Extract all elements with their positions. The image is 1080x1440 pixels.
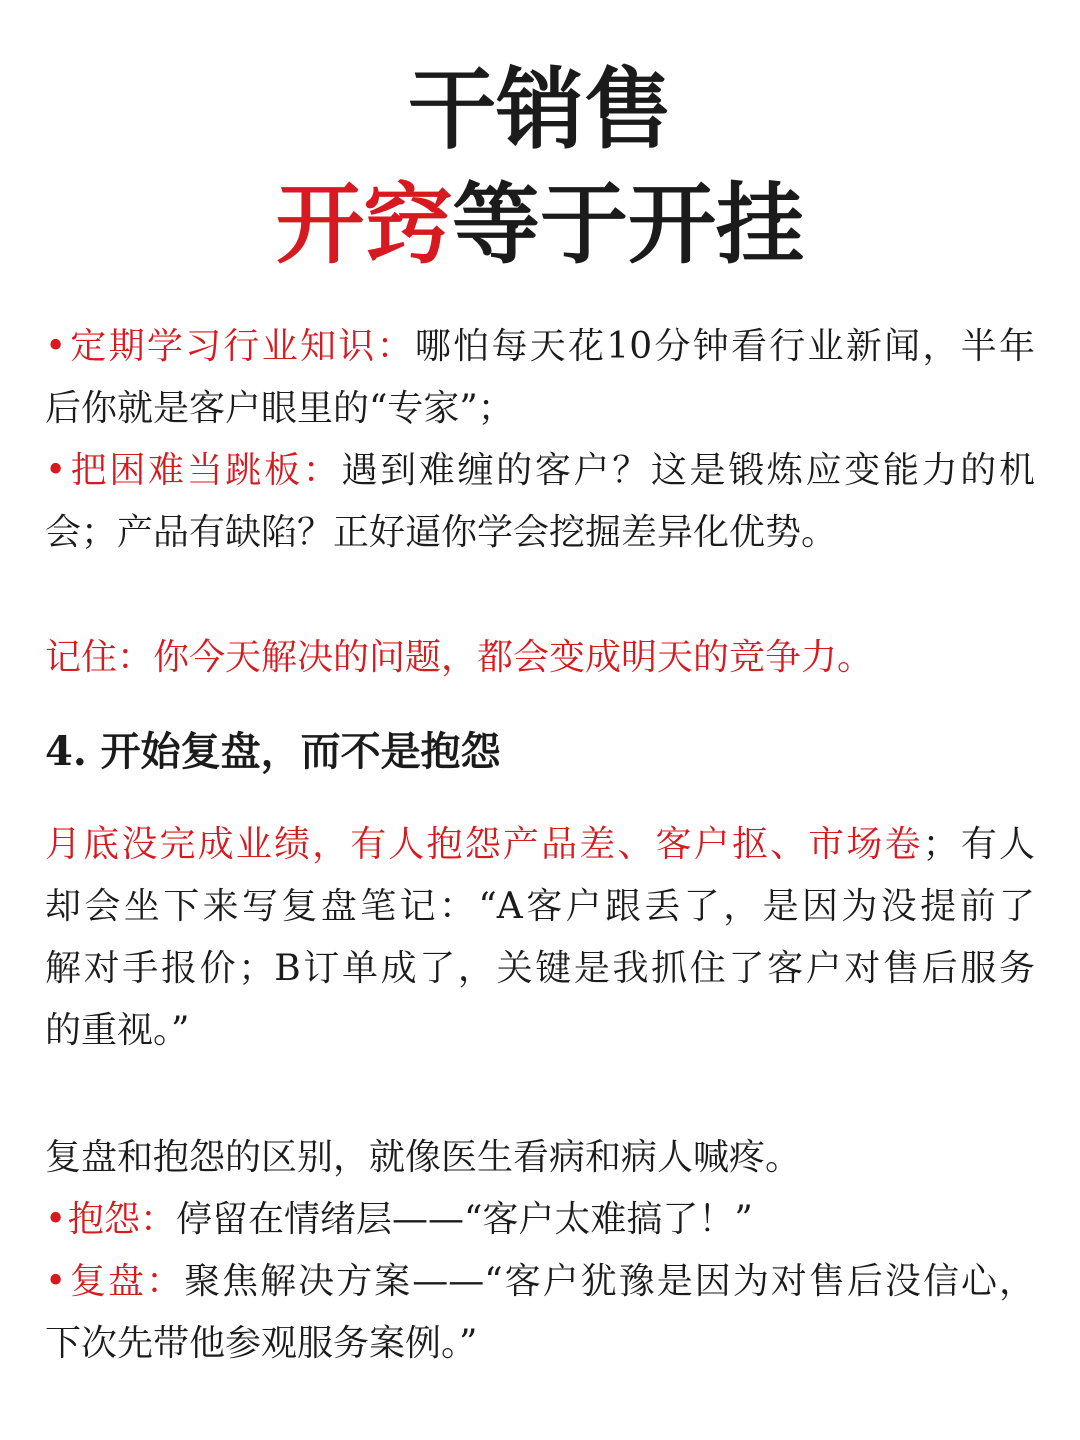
intro-line-4: 的重视。” xyxy=(45,1010,190,1051)
intro-highlight: 月底没完成业绩，有人抱怨产品差、客户抠、市场卷 xyxy=(45,824,923,865)
section-heading-text: 4. 开始复盘，而不是抱怨 xyxy=(45,728,501,775)
tip-text-continued: 后你就是客户眼里的“专家”； xyxy=(45,388,514,429)
point-text: 停留在情绪层——“客户太难搞了！” xyxy=(176,1199,753,1240)
comparison-section xyxy=(45,1127,1035,1375)
section-intro-paragraph xyxy=(45,814,1035,1062)
tip-item-2 xyxy=(45,440,1035,502)
bullet-marker: • xyxy=(45,1199,67,1240)
tip-text: 哪怕每天花10分钟看行业新闻，半年 xyxy=(414,326,1035,367)
point-label: 复盘： xyxy=(68,1261,185,1302)
bullet-marker: • xyxy=(45,1261,67,1302)
section-heading xyxy=(45,721,1035,783)
comparison-text: 复盘和抱怨的区别，就像医生看病和病人喊疼。 xyxy=(45,1137,802,1178)
tip-label: 把困难当跳板： xyxy=(68,450,342,491)
title-line-2 xyxy=(0,167,1080,282)
tip-text-continued: 会；产品有缺陷？正好逼你学会挖掘差异化优势。 xyxy=(45,512,838,553)
reminder-text: 记住：你今天解决的问题，都会变成明天的竞争力。 xyxy=(45,637,874,678)
reminder xyxy=(45,627,1035,689)
tips-list xyxy=(45,316,1035,564)
point-text: 聚焦解决方案——“客户犹豫是因为对售后没信心， xyxy=(184,1261,1035,1302)
tip-text: 遇到难缠的客户？这是锻炼应变能力的机 xyxy=(341,450,1035,491)
title-rest: 等于开挂 xyxy=(452,172,805,276)
bullet-marker: • xyxy=(45,326,67,367)
intro-line-2: 却会坐下来写复盘笔记：“A客户跟丢了，是因为没提前了 xyxy=(45,886,1035,927)
bullet-marker: • xyxy=(45,450,67,491)
title-highlight: 开窍 xyxy=(275,172,452,276)
point-item-complain xyxy=(45,1189,1035,1251)
point-label: 抱怨： xyxy=(68,1199,177,1240)
intro-line-1 xyxy=(45,814,1035,876)
tip-item-1 xyxy=(45,316,1035,378)
intro-text: ；有人 xyxy=(922,824,1035,865)
tip-label: 定期学习行业知识： xyxy=(68,326,415,367)
poster-title xyxy=(0,52,1080,282)
title-line-1: 干销售 xyxy=(407,57,672,161)
intro-line-3: 解对手报价；B订单成了，关键是我抓住了客户对售后服务 xyxy=(45,948,1035,989)
point-item-review xyxy=(45,1251,1035,1313)
point-text-continued: 下次先带他参观服务案例。” xyxy=(45,1323,478,1364)
